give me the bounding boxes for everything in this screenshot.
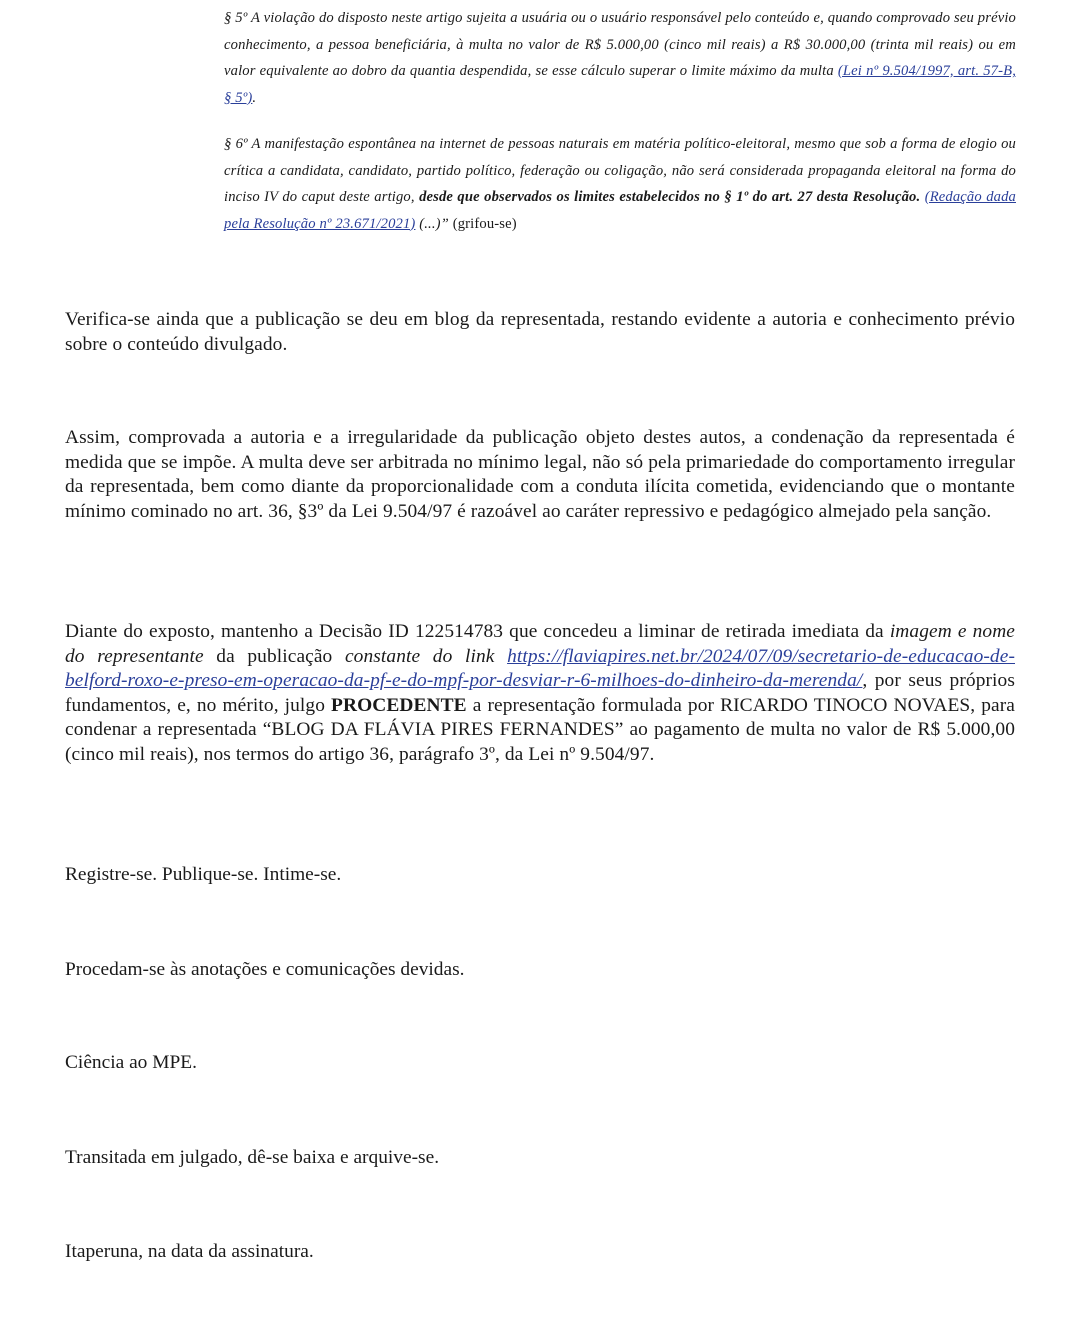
resolution-reference-link[interactable]: (Redação dada pela Resolução nº 23.671/2021) (224, 189, 1016, 232)
dispositivo-italic: imagem e nome do representante (65, 621, 1016, 667)
quoted-paragraph-5 (224, 5, 1016, 111)
closing-procedam: Procedam-se às anotações e comunicações devidas. (65, 959, 465, 980)
verdict-procedente: PROCEDENTE (331, 694, 467, 716)
dispositivo-italic-2: constante do link (344, 645, 495, 667)
punctuation: . (252, 89, 257, 106)
closing-ciencia: Ciência ao MPE. (65, 1052, 197, 1073)
law-reference-link[interactable]: (Lei nº 9.504/1997, art. 57-B, § 5º) (224, 63, 1016, 106)
quoted-paragraph-6 (224, 131, 1016, 237)
quote-closing: (...)” (415, 215, 449, 232)
dispositivo-intro: Diante do exposto, mantenho a Decisão ID 122514783 que concedeu a liminar de retirada imediata da (65, 621, 890, 642)
publication-url-link[interactable]: https://flaviapires.net.br/2024/07/09/secretario-de-educacao-de-belford-roxo-e-preso-em-operacao-da-pf-e-do-mpf-por-desviar-r-6-milhoes-do-dinheiro-da-merenda/ (65, 645, 1015, 692)
closing-transitada: Transitada em julgado, dê-se baixa e arquive-se. (65, 1147, 440, 1168)
spacer (494, 646, 507, 667)
dispositivo-rest: a representação formulada por RICARDO TINOCO NOVAES, para condenar a representada “BLOG DA FLÁVIA PIRES FERNANDES” ao pagamento de multa no valor de R$ 5.000,00 (cinco mil reais), nos termos do artigo 36, parágrafo 3º, da Lei nº 9.504/97. (65, 694, 1016, 765)
quoted-text: § 6º A manifestação espontânea na internet de pessoas naturais em matéria político-eleitoral, mesmo que sob a forma de elogio ou crítica a candidata, candidato, partido político, federação ou coligação, não será considerada propaganda eleitoral na forma do inciso IV do caput deste artigo, (224, 136, 1016, 205)
closing-local-date: Itaperuna, na data da assinatura. (65, 1241, 314, 1262)
quoted-bold-text: desde que observados os limites estabelecidos no § 1º do art. 27 desta Resolução. (419, 189, 921, 205)
dispositivo-mid: da publicação (203, 645, 345, 667)
emphasis-note: (grifou-se) (448, 215, 517, 232)
closing-registre: Registre-se. Publique-se. Intime-se. (65, 864, 342, 885)
dispositivo-after-link: , por seus próprios fundamentos, e, no mérito, julgo (65, 670, 1015, 716)
quoted-text: § 5º A violação do disposto neste artigo sujeita a usuária ou o usuário responsável pelo conteúdo e, quando comprovado seu prévio conhecimento, a pessoa beneficiária, à multa no valor de R$ 5.000,00 (cinco mil reais) a R$ 30.000,00 (trinta mil reais) ou em valor equivalente ao dobro da quantia despendida, se esse cálculo superar o limite máximo da multa (224, 10, 1016, 79)
paragraph-dispositivo (65, 620, 1015, 768)
paragraph-multa: Assim, comprovada a autoria e a irregularidade da publicação objeto destes autos, a condenação da representada é medida que se impõe. A multa deve ser arbitrada no mínimo legal, não só pela primariedade do comportamento irregular da representada, bem como diante da proporcionalidade com a conduta ilícita cometida, evidenciando que o montante mínimo cominado no art. 36, §3º da Lei 9.504/97 é razoável ao caráter repressivo e pedagógico almejado pela sanção. (65, 427, 1015, 522)
paragraph-autoria: Verifica-se ainda que a publicação se deu em blog da representada, restando evidente a autoria e conhecimento prévio sobre o conteúdo divulgado. (65, 309, 1015, 355)
